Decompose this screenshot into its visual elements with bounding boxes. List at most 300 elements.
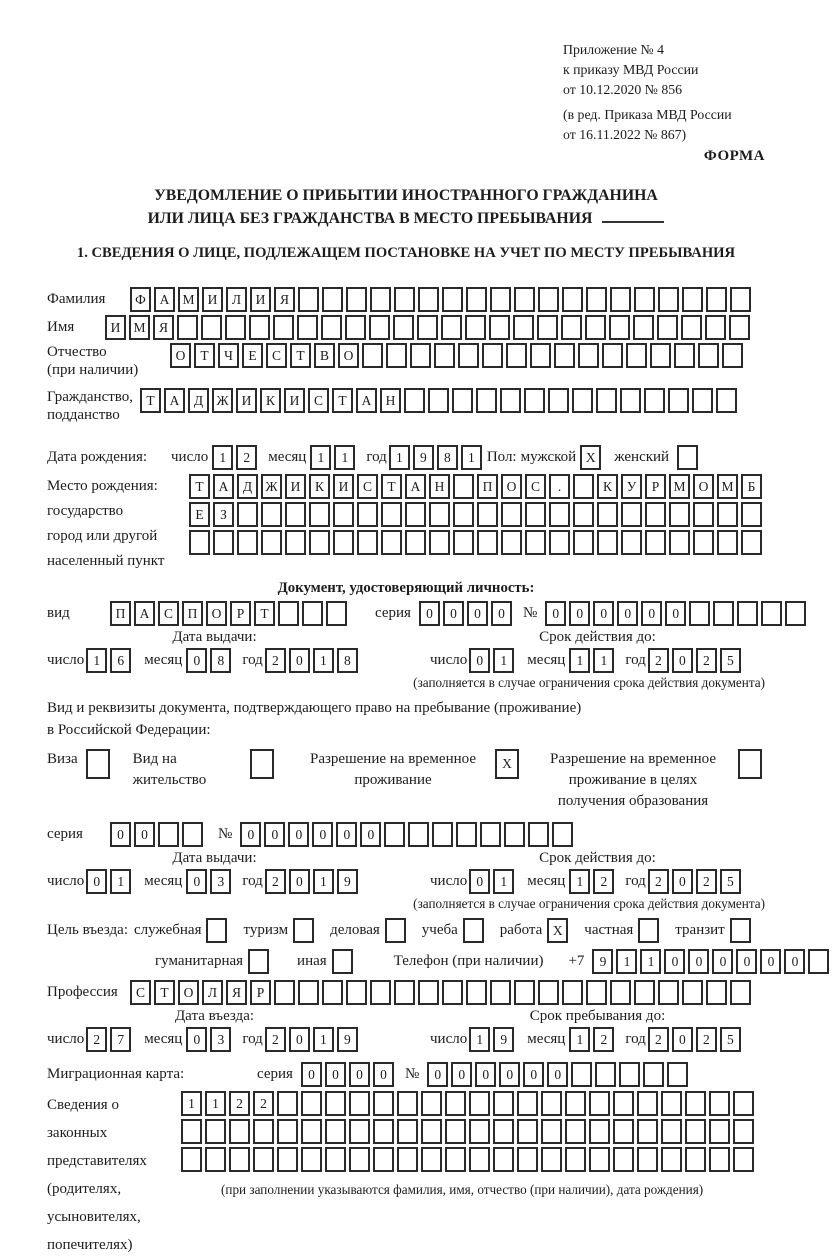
char-box-filled[interactable]: 0	[301, 1062, 322, 1087]
char-box-filled[interactable]: Т	[290, 343, 311, 368]
char-box-empty[interactable]	[293, 918, 314, 943]
char-box-empty[interactable]	[717, 530, 738, 555]
char-box-empty[interactable]	[181, 1147, 202, 1172]
char-box-empty[interactable]	[393, 315, 414, 340]
char-box-empty[interactable]	[589, 1147, 610, 1172]
char-box-filled[interactable]: 0	[134, 822, 155, 847]
char-box-empty[interactable]	[785, 601, 806, 626]
char-box-empty[interactable]	[637, 1091, 658, 1116]
char-box-empty[interactable]	[326, 601, 347, 626]
char-box-filled[interactable]: Я	[153, 315, 174, 340]
char-box-empty[interactable]	[466, 287, 487, 312]
char-box-empty[interactable]	[418, 980, 439, 1005]
char-box-empty[interactable]	[626, 343, 647, 368]
char-box-empty[interactable]	[621, 502, 642, 527]
char-box-filled[interactable]: 1	[313, 869, 334, 894]
char-box-empty[interactable]	[729, 315, 750, 340]
char-box-filled[interactable]: Л	[202, 980, 223, 1005]
char-box-empty[interactable]	[668, 388, 689, 413]
char-box-empty[interactable]	[517, 1091, 538, 1116]
char-box-empty[interactable]	[346, 287, 367, 312]
char-box-empty[interactable]	[349, 1119, 370, 1144]
char-box-filled[interactable]: 0	[451, 1062, 472, 1087]
char-box-filled[interactable]: О	[170, 343, 191, 368]
char-box-filled[interactable]: И	[236, 388, 257, 413]
char-box-empty[interactable]	[201, 315, 222, 340]
char-box-filled[interactable]: Р	[230, 601, 251, 626]
char-box-empty[interactable]	[177, 315, 198, 340]
char-box-filled[interactable]: 9	[337, 869, 358, 894]
char-box-empty[interactable]	[189, 530, 210, 555]
char-box-empty[interactable]	[322, 287, 343, 312]
char-box-empty[interactable]	[253, 1147, 274, 1172]
char-box-empty[interactable]	[325, 1147, 346, 1172]
char-box-filled[interactable]: 1	[569, 1027, 590, 1052]
char-box-empty[interactable]	[261, 502, 282, 527]
char-box-filled[interactable]: 0	[672, 869, 693, 894]
char-box-empty[interactable]	[597, 502, 618, 527]
char-box-empty[interactable]	[657, 315, 678, 340]
char-box-filled[interactable]: 2	[648, 1027, 669, 1052]
char-box-filled[interactable]: Т	[154, 980, 175, 1005]
char-box-filled[interactable]: 5	[720, 1027, 741, 1052]
char-box-filled[interactable]: 9	[337, 1027, 358, 1052]
char-box-filled[interactable]: Р	[645, 474, 666, 499]
char-box-empty[interactable]	[302, 601, 323, 626]
char-box-filled[interactable]: 2	[593, 1027, 614, 1052]
char-box-filled[interactable]: 2	[86, 1027, 107, 1052]
char-box-filled[interactable]: 1	[461, 445, 482, 470]
char-box-empty[interactable]	[370, 980, 391, 1005]
char-box-filled[interactable]: Р	[250, 980, 271, 1005]
char-box-empty[interactable]	[669, 502, 690, 527]
char-box-filled[interactable]: 8	[337, 648, 358, 673]
char-box-empty[interactable]	[633, 315, 654, 340]
char-box-empty[interactable]	[525, 502, 546, 527]
char-box-empty[interactable]	[517, 1147, 538, 1172]
char-box-empty[interactable]	[525, 530, 546, 555]
char-box-empty[interactable]	[501, 502, 522, 527]
char-box-empty[interactable]	[309, 530, 330, 555]
char-box-empty[interactable]	[469, 1119, 490, 1144]
char-box-empty[interactable]	[466, 980, 487, 1005]
char-box-empty[interactable]	[571, 1062, 592, 1087]
char-box-filled[interactable]: 2	[253, 1091, 274, 1116]
char-box-empty[interactable]	[357, 530, 378, 555]
char-box-filled[interactable]: Е	[189, 502, 210, 527]
char-box-empty[interactable]	[589, 1119, 610, 1144]
char-box-filled[interactable]: Б	[741, 474, 762, 499]
char-box-empty[interactable]	[637, 1119, 658, 1144]
char-box-empty[interactable]	[602, 343, 623, 368]
char-box-empty[interactable]	[445, 1147, 466, 1172]
char-box-empty[interactable]	[596, 388, 617, 413]
char-box-filled[interactable]: 8	[210, 648, 231, 673]
char-box-filled[interactable]: Я	[274, 287, 295, 312]
char-box-empty[interactable]	[465, 315, 486, 340]
char-box-filled[interactable]: А	[356, 388, 377, 413]
char-box-filled[interactable]: О	[206, 601, 227, 626]
char-box-filled[interactable]: 1	[493, 869, 514, 894]
char-box-empty[interactable]	[706, 287, 727, 312]
char-box-empty[interactable]	[501, 530, 522, 555]
char-box-filled[interactable]: 2	[696, 648, 717, 673]
char-box-filled[interactable]: О	[178, 980, 199, 1005]
char-box-filled[interactable]: А	[134, 601, 155, 626]
char-box-empty[interactable]	[480, 822, 501, 847]
char-box-empty[interactable]	[682, 980, 703, 1005]
char-box-empty[interactable]	[386, 343, 407, 368]
char-box-empty[interactable]	[549, 530, 570, 555]
char-box-empty[interactable]	[541, 1147, 562, 1172]
char-box-filled[interactable]: 0	[672, 1027, 693, 1052]
char-box-empty[interactable]	[713, 601, 734, 626]
char-box-empty[interactable]	[572, 388, 593, 413]
char-box-empty[interactable]	[610, 287, 631, 312]
char-box-empty[interactable]	[469, 1091, 490, 1116]
char-box-empty[interactable]	[373, 1119, 394, 1144]
char-box-filled[interactable]: И	[333, 474, 354, 499]
char-box-filled[interactable]: 0	[672, 648, 693, 673]
char-box-empty[interactable]	[205, 1147, 226, 1172]
char-box-filled[interactable]: 9	[493, 1027, 514, 1052]
char-box-empty[interactable]	[86, 749, 110, 779]
char-box-empty[interactable]	[514, 287, 535, 312]
char-box-empty[interactable]	[609, 315, 630, 340]
char-box-empty[interactable]	[453, 502, 474, 527]
char-box-empty[interactable]	[298, 980, 319, 1005]
char-box-filled[interactable]: 6	[110, 648, 131, 673]
char-box-empty[interactable]	[733, 1119, 754, 1144]
char-box-filled[interactable]: 1	[181, 1091, 202, 1116]
char-box-empty[interactable]	[669, 530, 690, 555]
char-box-empty[interactable]	[405, 530, 426, 555]
char-box-filled[interactable]: С	[266, 343, 287, 368]
char-box-empty[interactable]	[237, 530, 258, 555]
char-box-empty[interactable]	[285, 502, 306, 527]
char-box-empty[interactable]	[693, 530, 714, 555]
char-box-empty[interactable]	[638, 918, 659, 943]
char-box-filled[interactable]: 2	[648, 869, 669, 894]
char-box-empty[interactable]	[477, 502, 498, 527]
char-box-empty[interactable]	[394, 980, 415, 1005]
char-box-empty[interactable]	[490, 980, 511, 1005]
char-box-empty[interactable]	[692, 388, 713, 413]
char-box-filled[interactable]: И	[105, 315, 126, 340]
char-box-empty[interactable]	[429, 502, 450, 527]
char-box-empty[interactable]	[524, 388, 545, 413]
char-box-filled[interactable]: 1	[640, 949, 661, 974]
char-box-filled[interactable]: 0	[467, 601, 488, 626]
char-box-filled[interactable]: Ж	[212, 388, 233, 413]
char-box-empty[interactable]	[493, 1119, 514, 1144]
char-box-empty[interactable]	[373, 1147, 394, 1172]
char-box-empty[interactable]	[541, 1091, 562, 1116]
char-box-filled[interactable]: 2	[236, 445, 257, 470]
char-box-filled[interactable]: В	[314, 343, 335, 368]
char-box-empty[interactable]	[452, 388, 473, 413]
char-box-empty[interactable]	[674, 343, 695, 368]
char-box-empty[interactable]	[737, 601, 758, 626]
char-box-empty[interactable]	[229, 1147, 250, 1172]
char-box-empty[interactable]	[733, 1091, 754, 1116]
char-box-empty[interactable]	[490, 287, 511, 312]
char-box-filled[interactable]: 1	[493, 648, 514, 673]
char-box-filled[interactable]: Т	[194, 343, 215, 368]
char-box-filled[interactable]: 0	[289, 648, 310, 673]
char-box-filled[interactable]: 0	[469, 648, 490, 673]
char-box-filled[interactable]: .	[549, 474, 570, 499]
char-box-filled[interactable]: С	[357, 474, 378, 499]
char-box-empty[interactable]	[410, 343, 431, 368]
char-box-filled[interactable]: X	[547, 918, 568, 943]
char-box-filled[interactable]: 0	[475, 1062, 496, 1087]
char-box-filled[interactable]: 2	[265, 869, 286, 894]
char-box-empty[interactable]	[528, 822, 549, 847]
char-box-filled[interactable]: О	[693, 474, 714, 499]
char-box-filled[interactable]: 0	[373, 1062, 394, 1087]
char-box-filled[interactable]: 0	[288, 822, 309, 847]
char-box-empty[interactable]	[709, 1147, 730, 1172]
char-box-filled[interactable]: 0	[427, 1062, 448, 1087]
char-box-filled[interactable]: 0	[665, 601, 686, 626]
char-box-empty[interactable]	[445, 1119, 466, 1144]
char-box-filled[interactable]: К	[309, 474, 330, 499]
char-box-filled[interactable]: Д	[188, 388, 209, 413]
char-box-empty[interactable]	[432, 822, 453, 847]
char-box-filled[interactable]: 0	[545, 601, 566, 626]
char-box-empty[interactable]	[274, 980, 295, 1005]
char-box-filled[interactable]: Т	[140, 388, 161, 413]
char-box-filled[interactable]: Н	[429, 474, 450, 499]
char-box-empty[interactable]	[685, 1119, 706, 1144]
char-box-filled[interactable]: А	[405, 474, 426, 499]
char-box-empty[interactable]	[394, 287, 415, 312]
char-box-empty[interactable]	[345, 315, 366, 340]
char-box-filled[interactable]: 0	[688, 949, 709, 974]
char-box-filled[interactable]: 1	[313, 648, 334, 673]
char-box-empty[interactable]	[730, 287, 751, 312]
char-box-filled[interactable]: Ч	[218, 343, 239, 368]
char-box-empty[interactable]	[297, 315, 318, 340]
char-box-empty[interactable]	[537, 315, 558, 340]
char-box-filled[interactable]: 2	[696, 869, 717, 894]
char-box-empty[interactable]	[722, 343, 743, 368]
char-box-empty[interactable]	[549, 502, 570, 527]
char-box-empty[interactable]	[277, 1119, 298, 1144]
char-box-filled[interactable]: 8	[437, 445, 458, 470]
char-box-empty[interactable]	[278, 601, 299, 626]
char-box-empty[interactable]	[613, 1091, 634, 1116]
char-box-empty[interactable]	[442, 980, 463, 1005]
char-box-empty[interactable]	[441, 315, 462, 340]
char-box-empty[interactable]	[384, 822, 405, 847]
char-box-filled[interactable]: 0	[312, 822, 333, 847]
char-box-empty[interactable]	[381, 502, 402, 527]
char-box-empty[interactable]	[730, 980, 751, 1005]
char-box-filled[interactable]: Н	[380, 388, 401, 413]
char-box-filled[interactable]: М	[178, 287, 199, 312]
char-box-empty[interactable]	[442, 287, 463, 312]
char-box-empty[interactable]	[530, 343, 551, 368]
char-box-filled[interactable]: О	[501, 474, 522, 499]
char-box-empty[interactable]	[733, 1147, 754, 1172]
char-box-filled[interactable]: 0	[469, 869, 490, 894]
char-box-empty[interactable]	[561, 315, 582, 340]
char-box-filled[interactable]: С	[525, 474, 546, 499]
char-box-filled[interactable]: 1	[469, 1027, 490, 1052]
char-box-empty[interactable]	[685, 1091, 706, 1116]
char-box-empty[interactable]	[634, 287, 655, 312]
char-box-empty[interactable]	[573, 502, 594, 527]
char-box-empty[interactable]	[385, 918, 406, 943]
char-box-filled[interactable]: 0	[289, 869, 310, 894]
char-box-empty[interactable]	[741, 502, 762, 527]
char-box-filled[interactable]: М	[669, 474, 690, 499]
char-box-empty[interactable]	[562, 980, 583, 1005]
char-box-filled[interactable]: М	[129, 315, 150, 340]
char-box-empty[interactable]	[301, 1147, 322, 1172]
char-box-empty[interactable]	[504, 822, 525, 847]
char-box-empty[interactable]	[661, 1119, 682, 1144]
char-box-empty[interactable]	[349, 1091, 370, 1116]
char-box-filled[interactable]: 2	[229, 1091, 250, 1116]
char-box-empty[interactable]	[333, 502, 354, 527]
char-box-empty[interactable]	[741, 530, 762, 555]
char-box-empty[interactable]	[613, 1119, 634, 1144]
char-box-empty[interactable]	[589, 1091, 610, 1116]
char-box-empty[interactable]	[682, 287, 703, 312]
char-box-filled[interactable]: 7	[110, 1027, 131, 1052]
char-box-filled[interactable]: К	[597, 474, 618, 499]
char-box-filled[interactable]: У	[621, 474, 642, 499]
char-box-empty[interactable]	[182, 822, 203, 847]
char-box-empty[interactable]	[325, 1119, 346, 1144]
char-box-empty[interactable]	[489, 315, 510, 340]
char-box-filled[interactable]: X	[580, 445, 601, 470]
char-box-empty[interactable]	[206, 918, 227, 943]
char-box-filled[interactable]: Д	[237, 474, 258, 499]
char-box-empty[interactable]	[658, 287, 679, 312]
char-box-empty[interactable]	[373, 1091, 394, 1116]
char-box-empty[interactable]	[705, 315, 726, 340]
char-box-filled[interactable]: А	[164, 388, 185, 413]
char-box-empty[interactable]	[644, 388, 665, 413]
char-box-filled[interactable]: 0	[186, 869, 207, 894]
char-box-filled[interactable]: 0	[641, 601, 662, 626]
char-box-empty[interactable]	[434, 343, 455, 368]
char-box-filled[interactable]: 0	[491, 601, 512, 626]
char-box-empty[interactable]	[458, 343, 479, 368]
char-box-empty[interactable]	[681, 315, 702, 340]
char-box-empty[interactable]	[181, 1119, 202, 1144]
char-box-filled[interactable]: 2	[648, 648, 669, 673]
char-box-empty[interactable]	[397, 1147, 418, 1172]
char-box-filled[interactable]: 0	[784, 949, 805, 974]
char-box-filled[interactable]: Я	[226, 980, 247, 1005]
char-box-empty[interactable]	[298, 287, 319, 312]
char-box-filled[interactable]: 9	[413, 445, 434, 470]
char-box-empty[interactable]	[500, 388, 521, 413]
char-box-filled[interactable]: 1	[310, 445, 331, 470]
char-box-empty[interactable]	[738, 749, 762, 779]
char-box-filled[interactable]: 2	[265, 648, 286, 673]
char-box-filled[interactable]: И	[250, 287, 271, 312]
char-box-empty[interactable]	[453, 530, 474, 555]
char-box-empty[interactable]	[562, 287, 583, 312]
char-box-filled[interactable]: 0	[289, 1027, 310, 1052]
char-box-empty[interactable]	[667, 1062, 688, 1087]
char-box-empty[interactable]	[808, 949, 829, 974]
char-box-filled[interactable]: 0	[186, 648, 207, 673]
char-box-empty[interactable]	[261, 530, 282, 555]
char-box-empty[interactable]	[418, 287, 439, 312]
char-box-filled[interactable]: П	[477, 474, 498, 499]
char-box-empty[interactable]	[650, 343, 671, 368]
char-box-filled[interactable]: К	[260, 388, 281, 413]
char-box-empty[interactable]	[421, 1147, 442, 1172]
char-box-filled[interactable]: 1	[110, 869, 131, 894]
char-box-filled[interactable]: 1	[616, 949, 637, 974]
char-box-empty[interactable]	[477, 530, 498, 555]
char-box-filled[interactable]: 0	[419, 601, 440, 626]
char-box-empty[interactable]	[645, 502, 666, 527]
char-box-empty[interactable]	[595, 1062, 616, 1087]
char-box-empty[interactable]	[370, 287, 391, 312]
char-box-empty[interactable]	[621, 530, 642, 555]
char-box-filled[interactable]: 0	[712, 949, 733, 974]
char-box-empty[interactable]	[565, 1119, 586, 1144]
char-box-empty[interactable]	[362, 343, 383, 368]
char-box-filled[interactable]: 0	[760, 949, 781, 974]
char-box-filled[interactable]: Ф	[130, 287, 151, 312]
char-box-filled[interactable]: 3	[210, 1027, 231, 1052]
char-box-filled[interactable]: 2	[593, 869, 614, 894]
char-box-empty[interactable]	[325, 1091, 346, 1116]
char-box-empty[interactable]	[463, 918, 484, 943]
char-box-empty[interactable]	[698, 343, 719, 368]
char-box-empty[interactable]	[453, 474, 474, 499]
char-box-filled[interactable]: 0	[336, 822, 357, 847]
char-box-empty[interactable]	[277, 1147, 298, 1172]
char-box-empty[interactable]	[225, 315, 246, 340]
char-box-filled[interactable]: И	[202, 287, 223, 312]
char-box-filled[interactable]: 0	[569, 601, 590, 626]
char-box-empty[interactable]	[645, 530, 666, 555]
char-box-empty[interactable]	[322, 980, 343, 1005]
char-box-filled[interactable]: 1	[569, 869, 590, 894]
char-box-empty[interactable]	[514, 980, 535, 1005]
char-box-filled[interactable]: Т	[332, 388, 353, 413]
char-box-empty[interactable]	[408, 822, 429, 847]
char-box-filled[interactable]: З	[213, 502, 234, 527]
char-box-empty[interactable]	[709, 1091, 730, 1116]
char-box-empty[interactable]	[573, 474, 594, 499]
char-box-filled[interactable]: 5	[720, 648, 741, 673]
char-box-empty[interactable]	[404, 388, 425, 413]
char-box-empty[interactable]	[493, 1091, 514, 1116]
char-box-empty[interactable]	[677, 445, 698, 470]
char-box-empty[interactable]	[346, 980, 367, 1005]
char-box-filled[interactable]: 5	[720, 869, 741, 894]
char-box-empty[interactable]	[321, 315, 342, 340]
char-box-filled[interactable]: Ж	[261, 474, 282, 499]
char-box-filled[interactable]: 0	[736, 949, 757, 974]
char-box-empty[interactable]	[249, 315, 270, 340]
char-box-empty[interactable]	[381, 530, 402, 555]
char-box-empty[interactable]	[493, 1147, 514, 1172]
char-box-empty[interactable]	[685, 1147, 706, 1172]
